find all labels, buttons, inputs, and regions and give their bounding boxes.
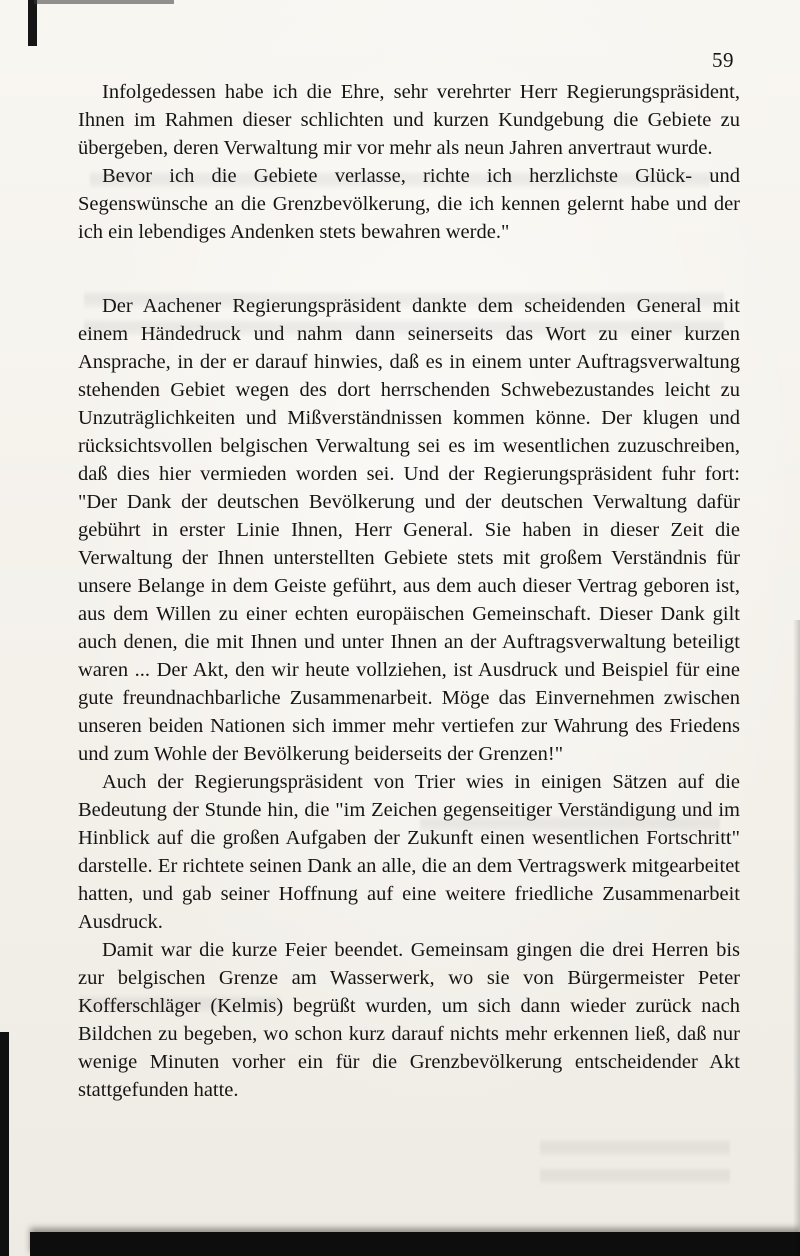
- scan-edge-top-corner: [28, 0, 37, 46]
- show-through-artifact: [540, 1130, 730, 1186]
- scan-edge-right-shade: [793, 620, 800, 1256]
- page-number: 59: [712, 48, 734, 72]
- scan-edge-bottom: [30, 1232, 800, 1256]
- page-text-block: [78, 78, 740, 1104]
- scan-edge-top-line: [34, 0, 174, 4]
- paragraph-body-3: Damit war die kurze Feier beendet. Gemeinsam gingen die drei Herren bis zur belgischen Grenze am Wasserwerk, wo sie von Bürgermeister Peter Kofferschläger (Kelmis) begrüßt wurden, um sich dann wieder zurück nach Bildchen zu begeben, wo schon kurz darauf nichts mehr erkennen ließ, daß nur wenige Minuten vorher ein für die Grenzbevölkerung entscheidender Akt stattgefunden hatte.: [78, 939, 740, 1101]
- paragraph-quote-1: Infolgedessen habe ich die Ehre, sehr verehrter Herr Regierungspräsident, Ihnen im Rahmen dieser schlichten und kurzen Kundgebung die Gebiete zu übergeben, deren Verwaltung mir vor mehr als neun Jahren anvertraut wurde.: [78, 81, 740, 159]
- paragraph-body-1: Der Aachener Regierungspräsident dankte dem scheidenden General mit einem Händedruck und nahm dann seinerseits das Wort zu einer kurzen Ansprache, in der er darauf hinwies, daß es in einem unter Auftragsverwaltung stehenden Gebiet wegen des dort herrschenden Schwebezustandes leicht zu Unzuträglichkeiten und Mißverständnissen kommen könne. Der klugen und rücksichtsvollen belgischen Verwaltung sei es im wesentlichen zuzuschreiben, daß dies hier vermieden worden sei. Und der Regierungspräsident fuhr fort: "Der Dank der deutschen Bevölkerung und der deutschen Verwaltung dafür gebührt in erster Linie Ihnen, Herr General. Sie haben in dieser Zeit die Verwaltung der Ihnen unterstellten Gebiete stets mit großem Verständnis für unsere Belange in dem Geiste geführt, aus dem auch dieser Vertrag geboren ist, aus dem Willen zu einer echten europäischen Gemeinschaft. Dieser Dank gilt auch denen, die mit Ihnen und unter Ihnen an der Auftragsverwaltung beteiligt waren ... Der Akt, den wir heute vollziehen, ist Ausdruck und Beispiel für eine gute freundnachbarliche Zusammenarbeit. Möge das Einvernehmen zwischen unseren beiden Nationen sich immer mehr vertiefen zur Wahrung des Friedens und zum Wohle der Bevölkerung beiderseits der Grenzen!": [78, 295, 740, 765]
- paragraph-body-2: Auch der Regierungspräsident von Trier wies in einigen Sätzen auf die Bedeutung der Stunde hin, die "im Zeichen gegenseitiger Verständigung und im Hinblick auf die großen Aufgaben der Zukunft einen wesentlichen Fortschritt" darstelle. Er richtete seinen Dank an alle, die an dem Vertragswerk mitgearbeitet hatten, und gab seiner Hoffnung auf eine weitere friedliche Zusammenarbeit Ausdruck.: [78, 771, 740, 933]
- scan-edge-left: [0, 1032, 9, 1256]
- paragraph-quote-2: Bevor ich die Gebiete verlasse, richte ich herzlichste Glück- und Segenswünsche an die Grenzbevölkerung, die ich kennen gelernt habe und der ich ein lebendiges Andenken stets bewahren werde.": [78, 165, 740, 243]
